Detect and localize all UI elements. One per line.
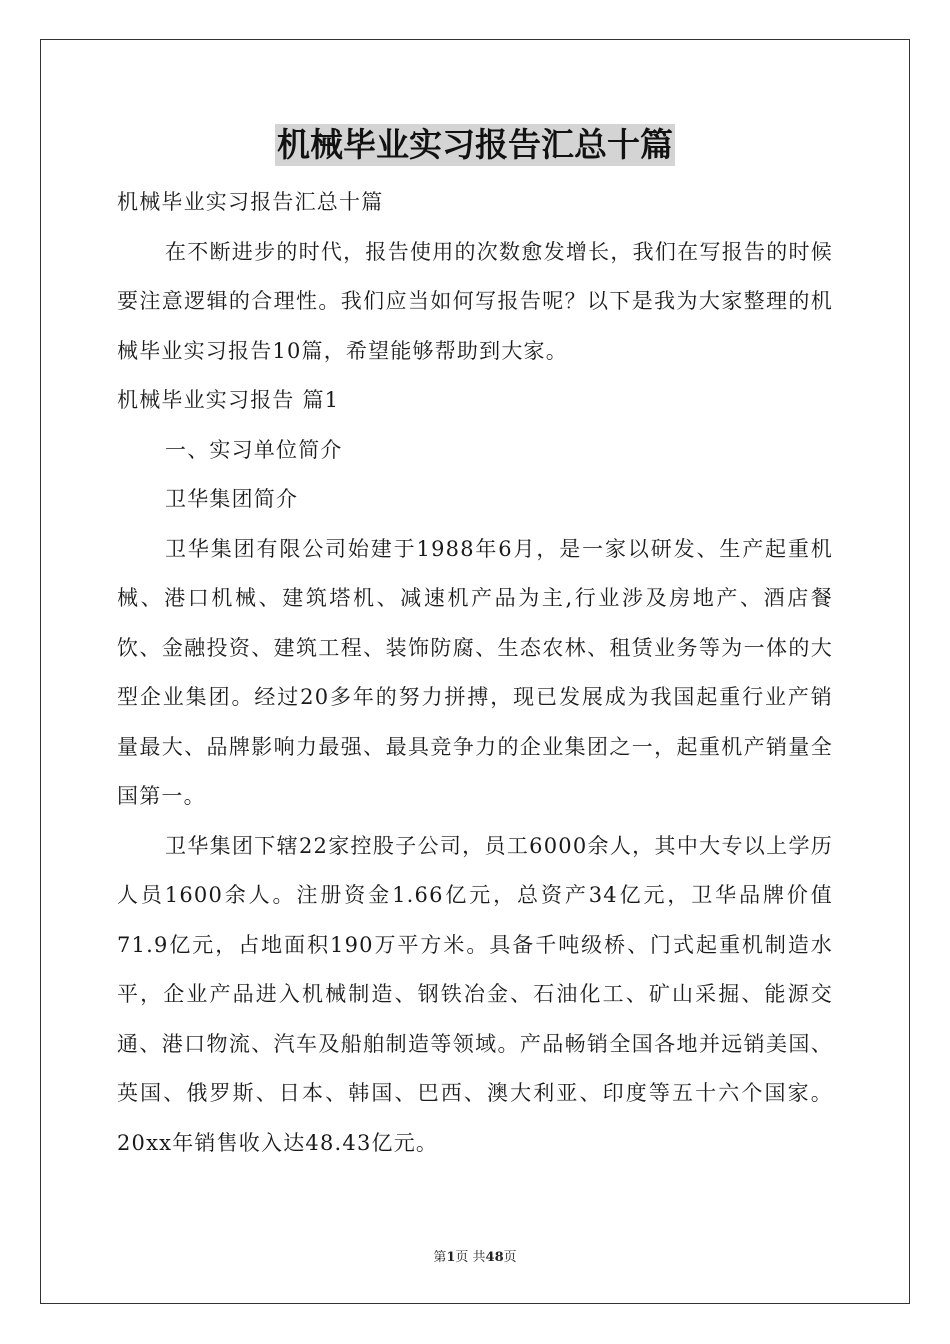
footer-prefix: 第 [433,1250,447,1265]
body-paragraph-1: 卫华集团有限公司始建于1988年6月，是一家以研发、生产起重机械、港口机械、建筑塔机、减速机产品为主,行业涉及房地产、酒店餐饮、金融投资、建筑工程、装饰防腐、生态农林、租赁业务等为一体的大型企业集团。经过20多年的努力拼搏，现已发展成为我国起重行业产销量最大、品牌影响力最强、最具竞争力的企业集团之一，起重机产销量全国第一。 [117,536,833,808]
subtitle-line: 机械毕业实习报告汇总十篇 [117,190,384,214]
document-body [117,178,833,1168]
document-title: 机械毕业实习报告汇总十篇 [277,125,673,164]
intro-paragraph: 在不断进步的时代，报告使用的次数愈发增长，我们在写报告的时候要注意逻辑的合理性。我们应当如何写报告呢？以下是我为大家整理的机械毕业实习报告10篇，希望能够帮助到大家。 [117,239,833,363]
footer-current-page: 1 [446,1250,456,1265]
footer-middle: 页 共 [455,1250,486,1265]
body-paragraph-2: 卫华集团下辖22家控股子公司，员工6000余人，其中大专以上学历人员1600余人。注册资金1.66亿元，总资产34亿元，卫华品牌价值71.9亿元，占地面积190万平方米。具备千吨级桥、门式起重机制造水平，企业产品进入机械制造、钢铁冶金、石油化工、矿山采掘、能源交通、港口物流、汽车及船舶制造等领域。产品畅销全国各地并远销美国、英国、俄罗斯、日本、韩国、巴西、澳大利亚、印度等五十六个国家。20xx年销售收入达48.43亿元。 [117,833,833,1155]
page-footer [0,1246,950,1265]
section-heading: 机械毕业实习报告 篇1 [117,388,340,412]
sub-heading-company-intro: 一、实习单位简介 [165,437,343,462]
footer-total-pages: 48 [485,1250,504,1265]
title-container [0,124,950,166]
footer-suffix: 页 [503,1250,517,1265]
sub-heading-weihua: 卫华集团简介 [165,487,299,511]
